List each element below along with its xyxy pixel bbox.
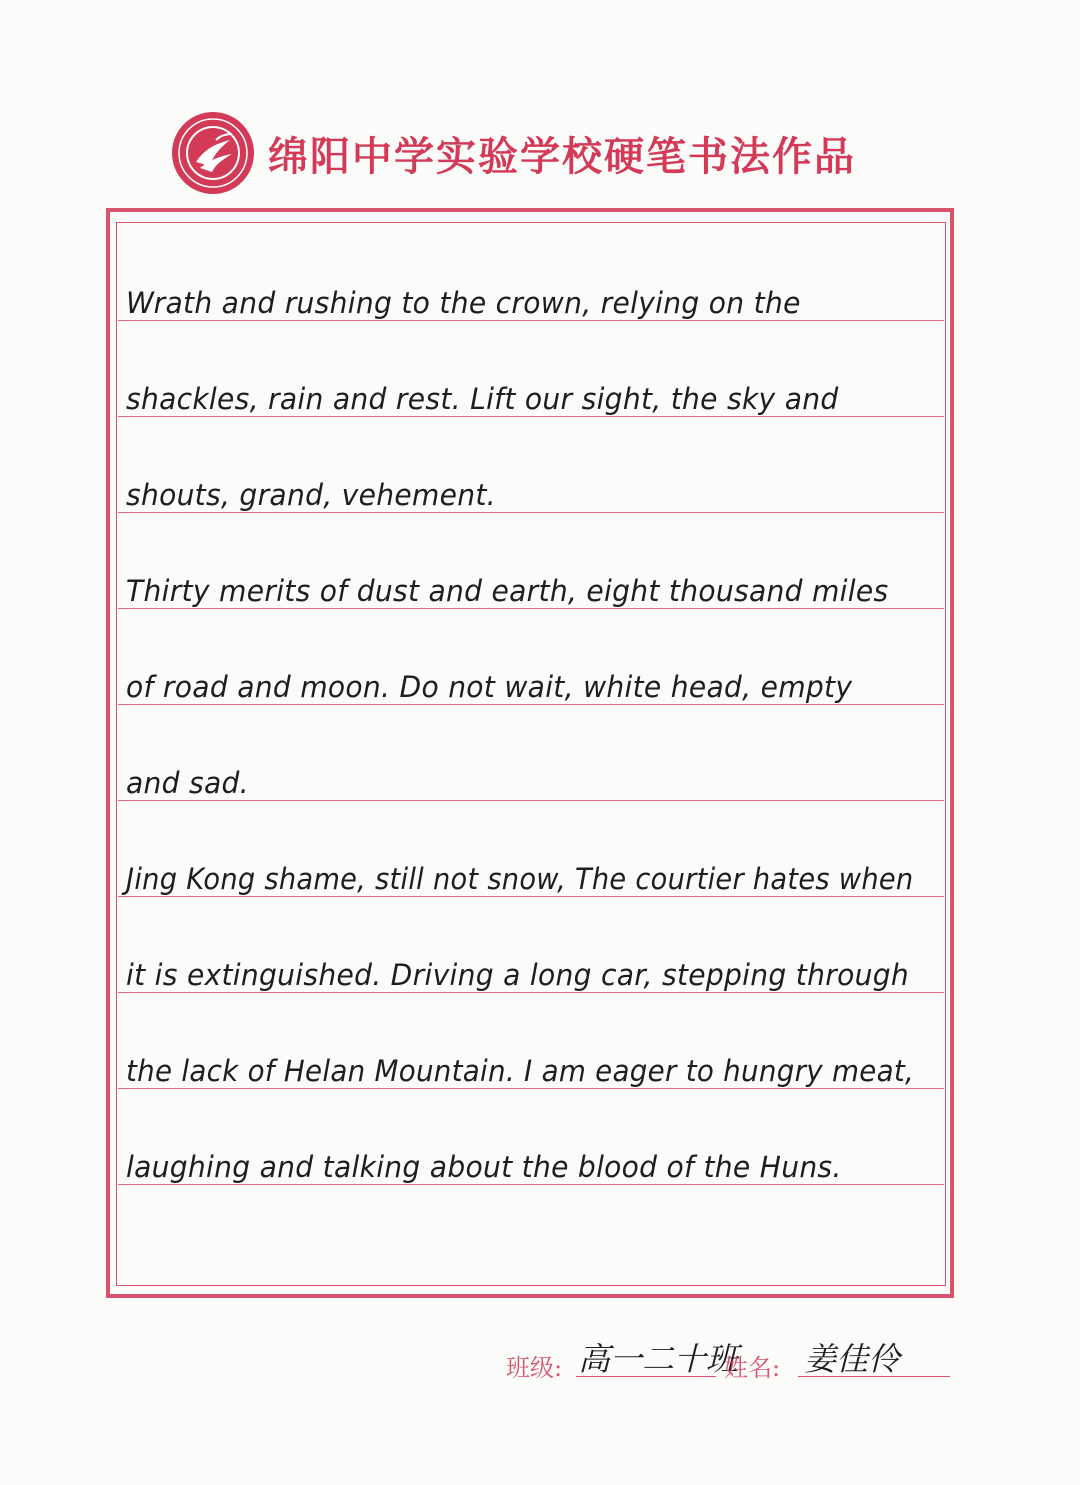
ruled-line: [118, 1184, 944, 1185]
handwriting-line: shackles, rain and rest. Lift our sight, the sky and: [126, 382, 839, 416]
sheet-header: [170, 108, 856, 198]
ruled-line: [118, 704, 944, 705]
name-underline: [798, 1376, 950, 1377]
handwriting-line: it is extinguished. Driving a long car, stepping through: [126, 958, 909, 992]
name-label: 姓名:: [724, 1354, 781, 1382]
ruled-line: [118, 896, 944, 897]
writing-area: [118, 222, 944, 1282]
ruled-line: [118, 800, 944, 801]
handwriting-line: the lack of Helan Mountain. I am eager to hungry meat,: [126, 1054, 915, 1088]
handwriting-line: Thirty merits of dust and earth, eight thousand miles: [126, 574, 889, 608]
class-label: 班级:: [506, 1354, 563, 1382]
handwriting-line: and sad.: [126, 766, 249, 800]
school-seal-icon: [170, 110, 256, 196]
class-value: 高一二十班: [578, 1340, 739, 1378]
ruled-line: [118, 992, 944, 993]
ruled-line: [118, 608, 944, 609]
handwriting-line: of road and moon. Do not wait, white head, empty: [126, 670, 853, 704]
handwriting-line: laughing and talking about the blood of the Huns.: [126, 1150, 842, 1184]
name-value: 姜佳伶: [804, 1340, 901, 1378]
student-info: [506, 1330, 966, 1386]
sheet-title: 绵阳中学实验学校硬笔书法作品: [268, 132, 856, 180]
class-underline: [576, 1376, 716, 1377]
ruled-line: [118, 512, 944, 513]
handwriting-line: shouts, grand, vehement.: [126, 478, 496, 512]
ruled-line: [118, 1088, 944, 1089]
handwriting-line: Jing Kong shame, still not snow, The courtier hates when: [126, 862, 914, 896]
ruled-line: [118, 320, 944, 321]
handwriting-line: Wrath and rushing to the crown, relying on the: [126, 286, 801, 320]
ruled-line: [118, 416, 944, 417]
